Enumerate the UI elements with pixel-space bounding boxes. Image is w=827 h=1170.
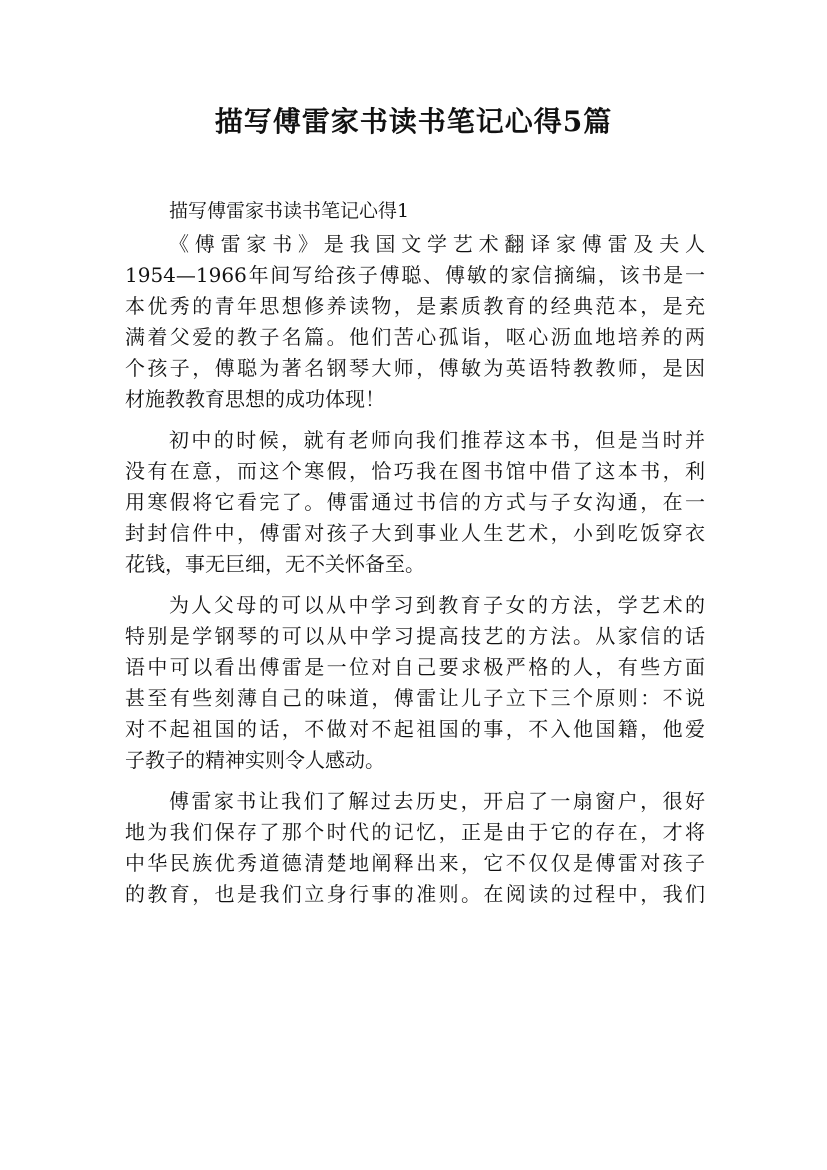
text-line: 特别是学钢琴的可以从中学习提高技艺的方法。从家信的话 <box>125 624 705 648</box>
text-line: 材施教教育思想的成功体现！ <box>125 387 385 411</box>
document-title: 描写傅雷家书读书笔记心得5篇 <box>214 105 613 138</box>
text-line: 封封信件中，傅雷对孩子大到事业人生艺术，小到吃饭穿衣 <box>125 521 705 545</box>
text-line: 中华民族优秀道德清楚地阐释出来，它不仅仅是傅雷对孩子 <box>125 851 705 875</box>
text-line: 地为我们保存了那个时代的记忆，正是由于它的存在，才将 <box>125 820 705 844</box>
text-line: 的教育，也是我们立身行事的准则。在阅读的过程中，我们 <box>125 882 705 906</box>
text-line: 傅雷家书让我们了解过去历史，开启了一扇窗户，很好 <box>169 789 705 813</box>
text-line: 用寒假将它看完了。傅雷通过书信的方式与子女沟通，在一 <box>125 490 705 514</box>
paragraph <box>125 786 705 910</box>
section-heading: 描写傅雷家书读书笔记心得1 <box>169 200 410 222</box>
text-line: 语中可以看出傅雷是一位对自己要求极严格的人，有些方面 <box>125 655 705 679</box>
paragraph <box>125 425 705 580</box>
text-line: 个孩子，傅聪为著名钢琴大师，傅敏为英语特教教师，是因 <box>125 356 705 380</box>
text-line: 为人父母的可以从中学习到教育子女的方法，学艺术的 <box>169 593 705 617</box>
document-body <box>125 195 705 910</box>
text-line: 对不起祖国的话，不做对不起祖国的事，不入他国籍，他爱 <box>125 717 705 741</box>
text-line: 1954—1966年间写给孩子傅聪、傅敏的家信摘编，该书是一 <box>125 263 705 287</box>
text-line: 初中的时候，就有老师向我们推荐这本书，但是当时并 <box>169 428 705 452</box>
text-line: 满着父爱的教子名篇。他们苦心孤诣，呕心沥血地培养的两 <box>125 325 705 349</box>
paragraph <box>125 590 705 776</box>
text-line: 花钱，事无巨细，无不关怀备至。 <box>125 552 425 576</box>
text-line: 没有在意，而这个寒假，恰巧我在图书馆中借了这本书，利 <box>125 459 705 483</box>
paragraph <box>125 229 705 415</box>
text-line: 子教子的精神实则令人感动。 <box>125 748 385 772</box>
text-line: 本优秀的青年思想修养读物，是素质教育的经典范本，是充 <box>125 294 705 318</box>
text-line: 甚至有些刻薄自己的味道，傅雷让儿子立下三个原则：不说 <box>125 686 705 710</box>
text-line: 《傅雷家书》是我国文学艺术翻译家傅雷及夫人 <box>169 232 705 256</box>
